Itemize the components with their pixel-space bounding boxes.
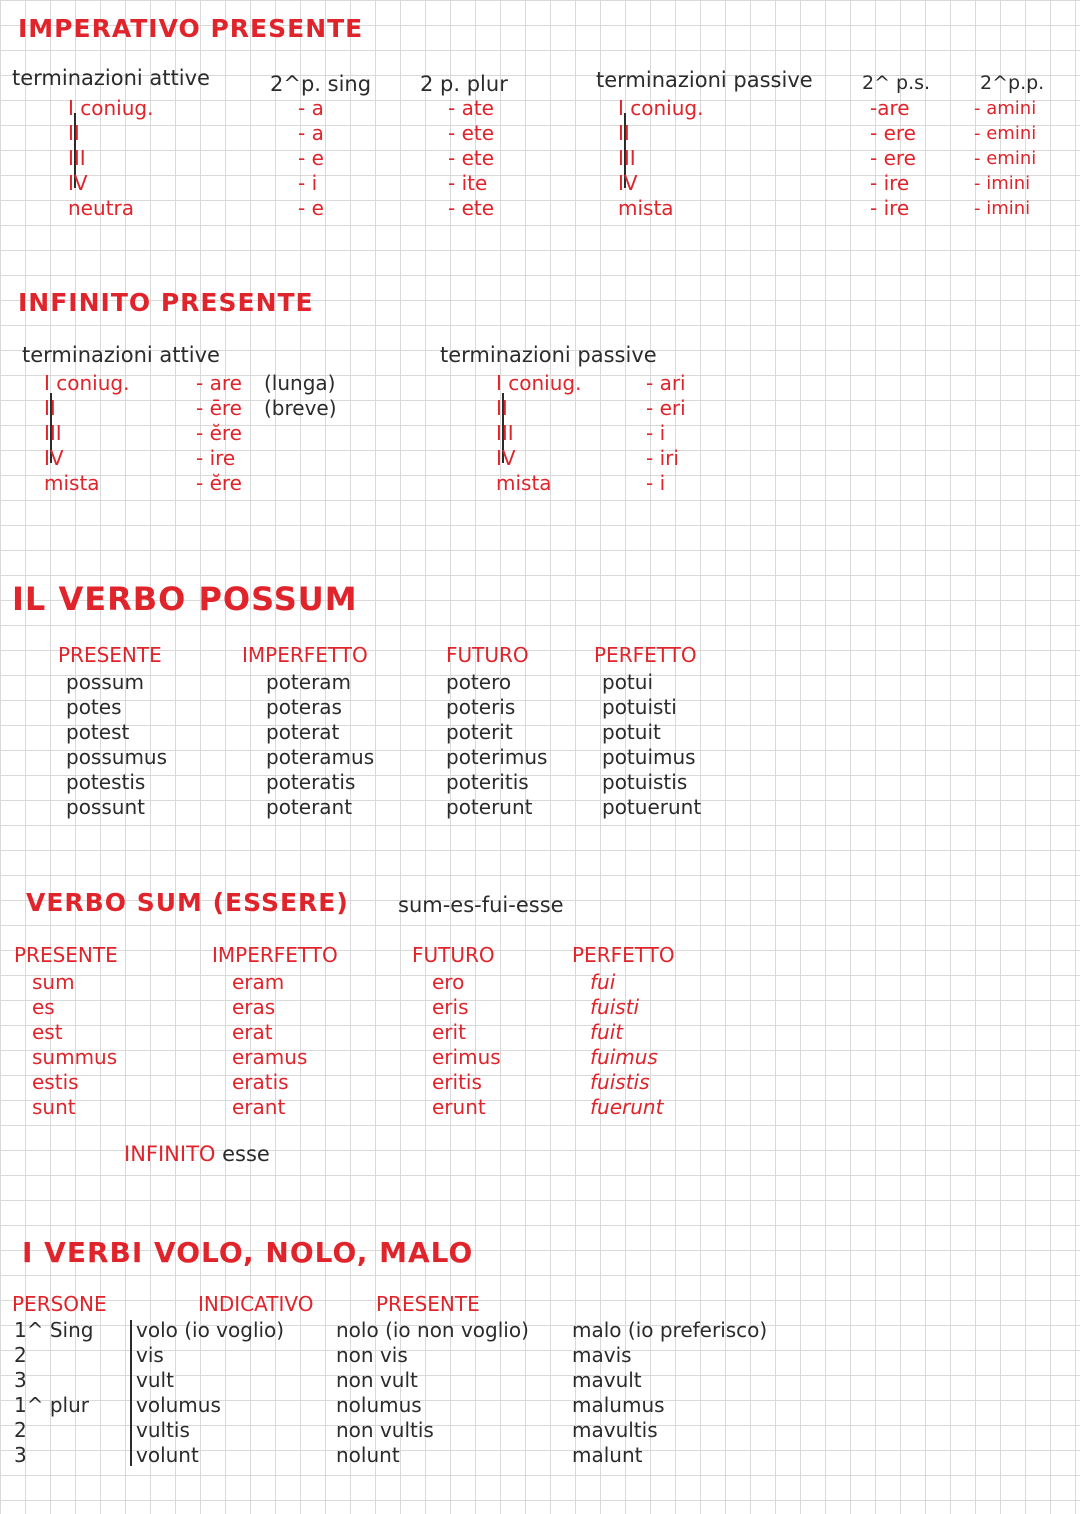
form: potuisti <box>602 695 677 719</box>
infinito-title: INFINITO PRESENTE <box>18 288 314 317</box>
form: poteritis <box>446 770 529 794</box>
form: potuimus <box>602 745 696 769</box>
form: sunt <box>32 1095 76 1119</box>
ending: - i <box>646 471 666 495</box>
form: erit <box>432 1020 466 1044</box>
volo-header-indicativo: INDICATIVO <box>198 1292 314 1316</box>
imperativo-header-2pp: 2 p. plur <box>420 72 508 96</box>
row-label: mista <box>618 196 674 220</box>
sum-header-imperfetto: IMPERFETTO <box>212 943 338 967</box>
imperativo-passive-plur-endings <box>974 96 1036 221</box>
form: poterimus <box>446 745 548 769</box>
row-label: II <box>68 121 80 145</box>
form: fui <box>590 970 616 994</box>
person: 3 <box>14 1368 27 1392</box>
infinito-passive-label: terminazioni passive <box>440 343 657 367</box>
form: erunt <box>432 1095 486 1119</box>
ending: - i <box>646 421 666 445</box>
volo-header-persone: PERSONE <box>12 1292 107 1316</box>
form: potestis <box>66 770 146 794</box>
form: eritis <box>432 1070 482 1094</box>
form: non vis <box>336 1343 408 1367</box>
possum-header-imperfetto: IMPERFETTO <box>242 643 368 667</box>
person: 1^ Sing <box>14 1318 94 1342</box>
person: 3 <box>14 1443 27 1467</box>
form: potuistis <box>602 770 688 794</box>
sum-imperfetto-col <box>232 970 307 1120</box>
row-label: I coniug. <box>618 96 704 120</box>
ending: - ite <box>448 171 488 195</box>
form: nolunt <box>336 1443 400 1467</box>
possum-presente-col <box>66 670 167 820</box>
form: possumus <box>66 745 168 769</box>
form: fuimus <box>590 1045 658 1069</box>
row-label: mista <box>44 471 100 495</box>
form: eris <box>432 995 469 1019</box>
imperativo-title: IMPERATIVO PRESENTE <box>18 14 364 43</box>
ending: - ete <box>448 146 495 170</box>
person: 1^ plur <box>14 1393 89 1417</box>
imperativo-passive-sing-endings <box>870 96 916 221</box>
sum-header-presente: PRESENTE <box>14 943 118 967</box>
form: poterit <box>446 720 513 744</box>
row-label: II <box>44 396 56 420</box>
sum-principal-parts: sum-es-fui-esse <box>398 893 564 917</box>
form: non vult <box>336 1368 418 1392</box>
ending: - emini <box>974 148 1037 169</box>
ending: - ire <box>870 196 910 220</box>
form: eras <box>232 995 276 1019</box>
ending: - ate <box>448 96 494 120</box>
ending: - are <box>196 371 242 395</box>
form: potuerunt <box>602 795 702 819</box>
form: erat <box>232 1020 273 1044</box>
ending: - ēre <box>196 396 242 420</box>
form: possunt <box>66 795 145 819</box>
form: potui <box>602 670 654 694</box>
sum-perfetto-col <box>590 970 663 1120</box>
ending: - imini <box>974 173 1031 194</box>
form: ero <box>432 970 465 994</box>
imperativo-plur-endings <box>448 96 494 221</box>
infinito-active-label: terminazioni attive <box>22 343 220 367</box>
row-label: III <box>496 421 514 445</box>
ending: - emini <box>974 123 1037 144</box>
ending: -are <box>870 96 910 120</box>
volo-divider-line <box>130 1320 132 1466</box>
form: poteram <box>266 670 352 694</box>
sum-futuro-col <box>432 970 501 1120</box>
ending: - e <box>298 146 324 170</box>
row-label: I coniug. <box>496 371 582 395</box>
ending: - ere <box>870 121 916 145</box>
form: mavultis <box>572 1418 658 1442</box>
ending: - ete <box>448 196 495 220</box>
form: fuerunt <box>590 1095 664 1119</box>
imperativo-header-2ps: 2^p. sing <box>270 72 372 96</box>
imperativo-passive-header-2pp: 2^p.p. <box>980 72 1045 94</box>
possum-header-presente: PRESENTE <box>58 643 162 667</box>
infinito-passive-endings <box>646 371 686 496</box>
possum-title: IL VERBO POSSUM <box>12 580 358 618</box>
form: nolo (io non voglio) <box>336 1318 529 1342</box>
form: vult <box>136 1368 174 1392</box>
volo-nolo-col <box>336 1318 529 1468</box>
form: mavis <box>572 1343 632 1367</box>
possum-imperfetto-col <box>266 670 374 820</box>
possum-perfetto-col <box>602 670 701 820</box>
volo-volo-col <box>136 1318 284 1468</box>
form: potuit <box>602 720 661 744</box>
volo-malo-col <box>572 1318 767 1468</box>
possum-header-perfetto: PERFETTO <box>594 643 697 667</box>
form: malo (io preferisco) <box>572 1318 768 1342</box>
form: poteramus <box>266 745 375 769</box>
row-label: IV <box>496 446 516 470</box>
form: summus <box>32 1045 118 1069</box>
infinito-notes <box>264 371 337 421</box>
ending: - e <box>298 196 324 220</box>
form: poteratis <box>266 770 356 794</box>
form: eratis <box>232 1070 289 1094</box>
person: 2 <box>14 1418 27 1442</box>
row-label: III <box>44 421 62 445</box>
form: poteris <box>446 695 516 719</box>
sum-header-futuro: FUTURO <box>412 943 495 967</box>
row-label: IV <box>68 171 88 195</box>
form: non vultis <box>336 1418 434 1442</box>
volo-title: I VERBI VOLO, NOLO, MALO <box>22 1236 474 1269</box>
form: fuit <box>590 1020 624 1044</box>
ending: - ere <box>870 146 916 170</box>
note: (breve) <box>264 396 337 420</box>
form: poterat <box>266 720 340 744</box>
form: poterant <box>266 795 353 819</box>
ending: - amini <box>974 98 1037 119</box>
note: (lunga) <box>264 371 336 395</box>
sum-infinito <box>124 1142 270 1166</box>
infinito-active-rows <box>44 371 129 496</box>
sum-title: VERBO SUM (ESSERE) <box>26 888 349 917</box>
ending: - ari <box>646 371 686 395</box>
ending: - imini <box>974 198 1031 219</box>
possum-header-futuro: FUTURO <box>446 643 529 667</box>
form: nolumus <box>336 1393 422 1417</box>
row-label: II <box>618 121 630 145</box>
form: est <box>32 1020 63 1044</box>
row-label: neutra <box>68 196 134 220</box>
form: vis <box>136 1343 164 1367</box>
row-label: I coniug. <box>68 96 154 120</box>
ending: - a <box>298 96 324 120</box>
form: potest <box>66 720 130 744</box>
form: es <box>32 995 55 1019</box>
form: poterunt <box>446 795 533 819</box>
form: potes <box>66 695 122 719</box>
form: fuisti <box>590 995 640 1019</box>
volo-persons-col <box>14 1318 93 1468</box>
imperativo-passive-rows <box>618 96 703 221</box>
imperativo-active-label: terminazioni attive <box>12 66 210 90</box>
form: erant <box>232 1095 286 1119</box>
ending: - ire <box>196 446 236 470</box>
person: 2 <box>14 1343 27 1367</box>
form: vultis <box>136 1418 190 1442</box>
form: volunt <box>136 1443 199 1467</box>
row-label: III <box>618 146 636 170</box>
form: possum <box>66 670 144 694</box>
form: fuistis <box>590 1070 650 1094</box>
row-label: IV <box>44 446 64 470</box>
sum-header-perfetto: PERFETTO <box>572 943 675 967</box>
form: eramus <box>232 1045 308 1069</box>
form: potero <box>446 670 512 694</box>
sum-presente-col <box>32 970 117 1120</box>
ending: - iri <box>646 446 679 470</box>
row-label: IV <box>618 171 638 195</box>
form: poteras <box>266 695 342 719</box>
row-label: II <box>496 396 508 420</box>
form: eram <box>232 970 285 994</box>
form: estis <box>32 1070 79 1094</box>
row-label: mista <box>496 471 552 495</box>
ending: - eri <box>646 396 686 420</box>
ending: - ĕre <box>196 421 242 445</box>
form: volumus <box>136 1393 221 1417</box>
ending: - ĕre <box>196 471 242 495</box>
infinito-active-endings <box>196 371 242 496</box>
form: sum <box>32 970 75 994</box>
imperativo-sing-endings <box>298 96 324 221</box>
imperativo-active-rows <box>68 96 153 221</box>
imperativo-passive-header-2ps: 2^ p.s. <box>862 72 931 94</box>
volo-header-presente: PRESENTE <box>376 1292 480 1316</box>
imperativo-passive-label: terminazioni passive <box>596 68 813 92</box>
ending: - ire <box>870 171 910 195</box>
row-label: I coniug. <box>44 371 130 395</box>
form: malunt <box>572 1443 643 1467</box>
form: erimus <box>432 1045 501 1069</box>
infinito-passive-rows <box>496 371 581 496</box>
ending: - a <box>298 121 324 145</box>
sum-infinito-label: INFINITO <box>124 1142 216 1166</box>
possum-futuro-col <box>446 670 547 820</box>
form: mavult <box>572 1368 642 1392</box>
row-label: III <box>68 146 86 170</box>
form: malumus <box>572 1393 665 1417</box>
ending: - ete <box>448 121 495 145</box>
sum-infinito-value: esse <box>222 1142 270 1166</box>
ending: - i <box>298 171 318 195</box>
form: volo (io voglio) <box>136 1318 285 1342</box>
